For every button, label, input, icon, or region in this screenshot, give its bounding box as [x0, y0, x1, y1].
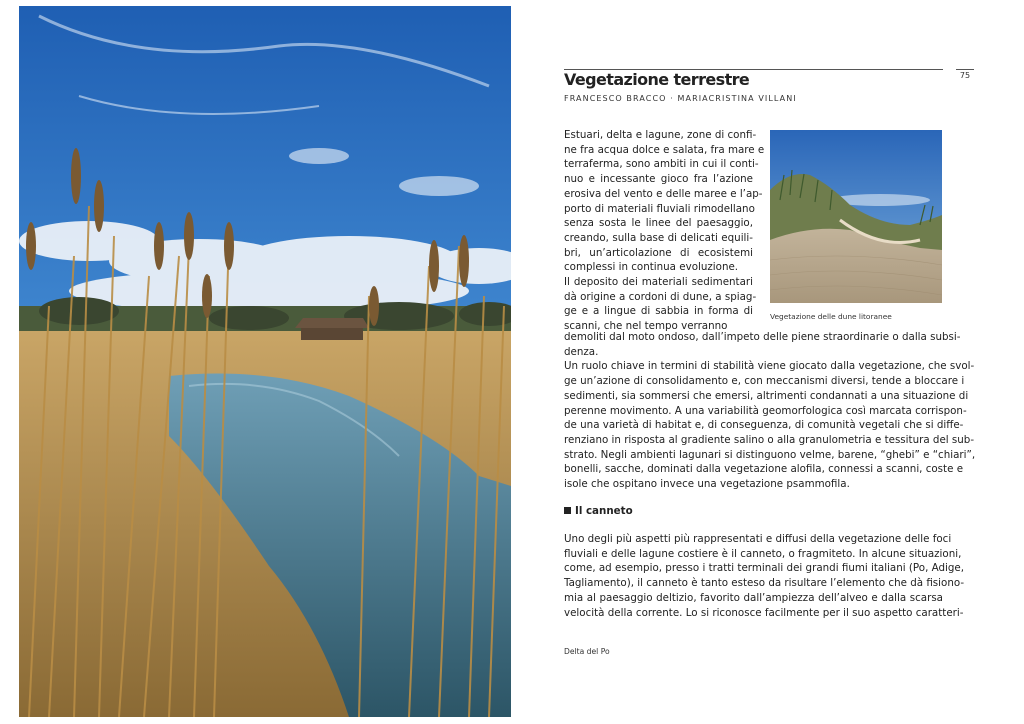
- body-paragraph: [564, 330, 976, 492]
- section-heading-text: Il canneto: [575, 505, 633, 517]
- text-line: bri, un’articolazione di ecosistemi: [564, 246, 753, 259]
- page-number: 75: [959, 71, 971, 80]
- figure-caption: Vegetazione delle dune litoranee: [770, 312, 892, 321]
- page-number-rule: [956, 69, 974, 70]
- dune-vegetation-photo: [770, 130, 942, 303]
- text-line: ge un’azione di consolidamento e, con meccanismi diversi, tende a bloccare i: [564, 375, 965, 388]
- text-line: complessi in continua evoluzione.: [564, 261, 739, 274]
- text-line: ge e a lingue di sabbia in forma di: [564, 305, 753, 318]
- text-line: strato. Negli ambienti lagunari si distinguono velme, barene, “ghebi” e “chiari”,: [564, 448, 976, 461]
- text-line: perenne movimento. A una variabilità geomorfologica così marcata corrispon-: [564, 404, 967, 417]
- intro-paragraph: [564, 128, 765, 334]
- text-line: denza.: [564, 345, 599, 358]
- text-line: senza sosta le linee del paesaggio,: [564, 217, 753, 230]
- text-line: de una varietà di habitat e, di conseguenza, di comunità vegetali che si diffe-: [564, 419, 964, 432]
- text-line: porto di materiali fluviali rimodellano: [564, 202, 755, 215]
- text-line: scanni, che nel tempo verranno: [564, 320, 728, 333]
- delta-landscape-photo: [19, 6, 511, 717]
- text-line: erosiva del vento e delle maree e l’ap-: [564, 187, 763, 200]
- text-line: fluviali e delle lagune costiere è il canneto, o fragmiteto. In alcune situazioni,: [564, 547, 962, 560]
- chapter-title: Vegetazione terrestre: [564, 70, 750, 89]
- text-line: creando, sulla base di delicati equili-: [564, 231, 753, 244]
- text-line: Il deposito dei materiali sedimentari: [564, 276, 753, 289]
- text-line: dà origine a cordoni di dune, a spiag-: [564, 290, 757, 303]
- text-line: velocità della corrente. Lo si riconosce facilmente per il suo aspetto caratteri-: [564, 606, 964, 619]
- text-line: terraferma, sono ambiti in cui il conti-: [564, 158, 759, 171]
- text-line: sedimenti, sia sommersi che emersi, altrimenti condannati a una situazione di: [564, 389, 969, 402]
- text-line: bonelli, sacche, dominati dalla vegetazione alofila, connessi a scanni, coste e: [564, 463, 964, 476]
- text-line: Tagliamento), il canneto è tanto esteso da risultare l’elemento che dà fisiono-: [564, 577, 965, 590]
- section-paragraph: [564, 532, 965, 620]
- text-line: ne fra acqua dolce e salata, fra mare e: [564, 143, 765, 156]
- footer-location: Delta del Po: [564, 647, 610, 656]
- text-line: Uno degli più aspetti più rappresentati e diffusi della vegetazione delle foci: [564, 533, 952, 545]
- text-line: come, ad esempio, presso i tratti terminali dei grandi fiumi italiani (Po, Adige,: [564, 562, 965, 575]
- square-bullet-icon: [564, 507, 571, 514]
- text-line: nuo e incessante gioco fra l’azione: [564, 173, 753, 186]
- text-line: mia al paesaggio deltizio, favorito dall’ampiezza dell’alveo e dalla scarsa: [564, 591, 943, 604]
- section-heading: [564, 505, 633, 517]
- text-line: renziano in risposta al gradiente salino o alla granulometria e tessitura del sub-: [564, 433, 975, 446]
- text-line: demoliti dal moto ondoso, dall’impeto delle piene straordinarie o dalla subsi-: [564, 331, 961, 343]
- text-line: Estuari, delta e lagune, zone di confi-: [564, 129, 757, 141]
- authors-line: FRANCESCO BRACCO · MARIACRISTINA VILLANI: [564, 94, 797, 103]
- text-line: isole che ospitano invece una vegetazione psammofila.: [564, 478, 850, 491]
- hut-icon: [295, 318, 369, 340]
- text-line: Un ruolo chiave in termini di stabilità viene giocato dalla vegetazione, che svol-: [564, 360, 975, 373]
